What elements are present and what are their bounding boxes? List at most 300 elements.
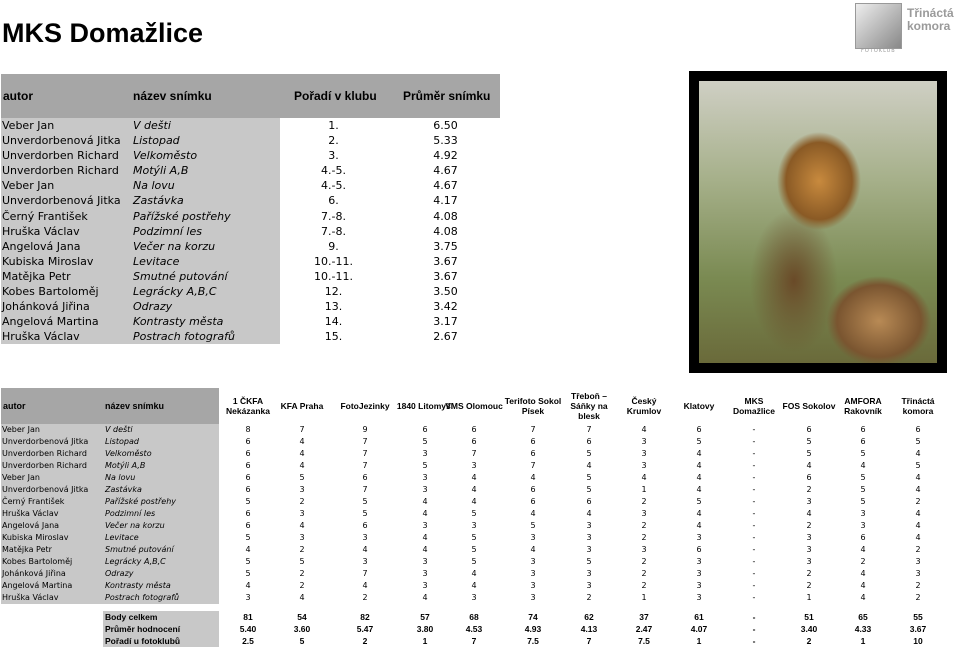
cell-score: 4	[915, 473, 921, 482]
cell-nazev: Večer na korzu	[133, 239, 216, 253]
totals-value: 4.07	[690, 624, 708, 634]
cell-prumer: 3.67	[433, 254, 458, 268]
cell-prumer: 3.42	[433, 300, 458, 314]
table-row	[1, 224, 500, 239]
cell-score: 5	[362, 497, 368, 506]
totals-value: -	[752, 636, 756, 646]
cell-score: -	[752, 569, 756, 578]
table-row	[1, 448, 936, 460]
cell-nazev: Zastávka	[133, 194, 184, 208]
cell-score: 7	[362, 569, 368, 578]
cell-poradi: 4.-5.	[321, 179, 346, 193]
table-row	[1, 520, 936, 532]
cell-score: 6	[915, 425, 921, 434]
cell-score: 7	[530, 461, 536, 470]
cell-score: 6	[245, 521, 251, 530]
cell-score: 2	[299, 545, 305, 554]
cell-score: 4	[530, 509, 536, 518]
totals-value: 4.93	[524, 624, 542, 634]
cell-score: 6	[696, 545, 702, 554]
totals-value: 81	[243, 612, 253, 622]
cell-score: 3	[806, 557, 812, 566]
cell-score: 5	[860, 485, 866, 494]
table-row	[1, 496, 936, 508]
cell-score: 4	[530, 545, 536, 554]
table-row	[1, 460, 936, 472]
cell-score: 3	[362, 533, 368, 542]
cell-score: 4	[245, 545, 251, 554]
header-club: MKS Domažlice	[732, 396, 776, 416]
cell-score: 2	[915, 545, 921, 554]
cell-score: 6	[530, 497, 536, 506]
cell-score: 3	[586, 581, 592, 590]
table-row	[1, 436, 936, 448]
cell-score: -	[752, 461, 756, 470]
cell-nazev: Odrazy	[105, 569, 134, 578]
cell-score: 6	[245, 449, 251, 458]
cell-score: -	[752, 497, 756, 506]
cell-score: 5	[915, 461, 921, 470]
cell-poradi: 4.-5.	[321, 164, 346, 178]
table-row	[1, 329, 500, 344]
cell-score: 7	[362, 461, 368, 470]
header-club: Klatovy	[683, 401, 715, 411]
totals-value: 1	[696, 636, 702, 646]
cell-score: 2	[641, 533, 647, 542]
cell-score: 4	[860, 569, 866, 578]
cell-score: 3	[860, 509, 866, 518]
cell-score: 4	[586, 509, 592, 518]
table-row	[1, 508, 936, 520]
cell-score: -	[752, 557, 756, 566]
cell-autor: Kobes Bartoloměj	[2, 557, 73, 566]
cell-score: 4	[696, 521, 702, 530]
cell-score: 6	[860, 437, 866, 446]
cell-prumer: 4.92	[433, 149, 458, 163]
header-club: FOS Sokolov	[782, 401, 836, 411]
totals-value: 54	[297, 612, 307, 622]
cell-score: 4	[422, 497, 428, 506]
cell-poradi: 12.	[324, 285, 343, 299]
cell-score: 3	[299, 485, 305, 494]
cell-score: 5	[471, 557, 477, 566]
cell-score: 2	[641, 521, 647, 530]
cell-score: 5	[696, 437, 702, 446]
cell-score: 4	[471, 497, 477, 506]
cell-score: 5	[530, 521, 536, 530]
table-row	[1, 532, 936, 544]
cell-score: 4	[362, 581, 368, 590]
cell-poradi: 10.-11.	[314, 254, 353, 268]
cell-score: 4	[860, 461, 866, 470]
cell-score: 1	[641, 593, 647, 602]
cell-score: -	[752, 485, 756, 494]
cell-score: 6	[586, 437, 592, 446]
cell-score: 4	[696, 485, 702, 494]
header-club: FotoJezinky	[340, 401, 390, 411]
cell-score: 4	[860, 545, 866, 554]
cell-nazev: Motýli A,B	[105, 461, 146, 470]
totals-value: 10	[913, 636, 923, 646]
table-row	[1, 148, 500, 163]
table-row	[1, 269, 500, 284]
totals-value: 74	[528, 612, 538, 622]
cell-score: 6	[696, 425, 702, 434]
cell-score: 6	[362, 521, 368, 530]
cell-score: 6	[860, 425, 866, 434]
cell-score: 4	[806, 461, 812, 470]
header-club: Třináctá komora	[901, 396, 935, 416]
cell-score: 6	[245, 509, 251, 518]
cell-score: 2	[299, 569, 305, 578]
cell-nazev: Velkoměsto	[105, 449, 152, 458]
totals-value: 4.13	[580, 624, 598, 634]
cell-score: 3	[422, 569, 428, 578]
cell-score: 5	[860, 497, 866, 506]
cell-score: 7	[586, 425, 592, 434]
header-club: Český Krumlov	[626, 396, 662, 416]
cell-score: 6	[362, 473, 368, 482]
cell-score: 3	[530, 533, 536, 542]
cell-score: 4	[422, 593, 428, 602]
cell-score: 5	[422, 437, 428, 446]
cell-score: 3	[806, 497, 812, 506]
cell-nazev: V dešti	[133, 119, 171, 132]
header-nazev: název snímku	[105, 401, 165, 411]
header-club: VMS Olomouc	[445, 401, 503, 411]
table-row	[1, 178, 500, 193]
cell-score: 3	[530, 557, 536, 566]
cell-score: 9	[362, 425, 368, 434]
cell-autor: Angelová Jana	[2, 521, 60, 530]
cell-autor: Angelová Martina	[2, 581, 73, 590]
cell-score: 5	[299, 473, 305, 482]
cell-score: 5	[860, 449, 866, 458]
totals-row	[1, 611, 936, 623]
cell-autor: Unverdorbenová Jitka	[2, 134, 121, 148]
cell-score: 5	[299, 557, 305, 566]
cell-autor: Matějka Petr	[2, 545, 52, 554]
cell-score: -	[752, 509, 756, 518]
cell-score: 4	[860, 593, 866, 602]
cell-score: 3	[915, 569, 921, 578]
cell-score: 6	[245, 473, 251, 482]
cell-autor: Unverdorben Richard	[2, 449, 87, 458]
cell-score: 5	[245, 569, 251, 578]
cell-score: 4	[641, 473, 647, 482]
totals-value: 4.33	[854, 624, 872, 634]
totals-value: 2.5	[242, 636, 254, 646]
cell-score: 5	[586, 449, 592, 458]
cell-score: 5	[806, 449, 812, 458]
totals-value: 5	[299, 636, 305, 646]
cell-score: 4	[299, 461, 305, 470]
cell-nazev: Listopad	[105, 437, 139, 446]
cell-score: 4	[586, 461, 592, 470]
cell-score: 3	[245, 593, 251, 602]
logo-subtitle: FOTOKLUB	[861, 48, 896, 54]
cell-score: 4	[471, 485, 477, 494]
cell-prumer: 4.17	[433, 194, 458, 208]
totals-value: 61	[694, 612, 704, 622]
totals-value: -	[752, 624, 756, 634]
totals-value: 68	[469, 612, 479, 622]
cell-nazev: Levitace	[133, 254, 180, 268]
cell-score: 5	[245, 557, 251, 566]
table-row	[1, 284, 500, 299]
club-ranking-table	[1, 74, 500, 344]
cell-autor: Hruška Václav	[2, 593, 59, 602]
totals-value: 82	[360, 612, 370, 622]
cell-score: -	[752, 521, 756, 530]
cell-score: 7	[362, 437, 368, 446]
cell-score: 4	[422, 545, 428, 554]
cell-score: 2	[362, 593, 368, 602]
cell-score: -	[752, 533, 756, 542]
cell-prumer: 6.50	[433, 119, 458, 132]
cell-nazev: Velkoměsto	[133, 149, 198, 163]
cell-score: 3	[641, 509, 647, 518]
totals-row	[1, 623, 936, 635]
cell-nazev: Legrácky A,B,C	[133, 285, 217, 299]
cell-score: 4	[471, 569, 477, 578]
cell-prumer: 4.08	[433, 209, 458, 223]
cell-score: 6	[806, 425, 812, 434]
cell-score: 4	[530, 473, 536, 482]
table-header	[1, 74, 500, 118]
totals-value: 7	[471, 636, 477, 646]
table-row	[1, 568, 936, 580]
cell-nazev: Podzimní les	[133, 224, 202, 238]
totals-value: 4.53	[465, 624, 483, 634]
cell-nazev: Večer na korzu	[105, 521, 165, 530]
cell-score: 1	[641, 485, 647, 494]
cell-score: 5	[471, 533, 477, 542]
cell-prumer: 2.67	[433, 330, 458, 344]
cell-score: -	[752, 545, 756, 554]
cell-score: 3	[586, 533, 592, 542]
cell-score: 8	[245, 425, 251, 434]
cell-score: 4	[422, 533, 428, 542]
cell-nazev: Smutné putování	[133, 269, 228, 283]
totals-value: 57	[420, 612, 430, 622]
cell-nazev: Pařížské postřehy	[105, 497, 176, 506]
cell-score: 5	[245, 533, 251, 542]
cell-score: 4	[299, 449, 305, 458]
cell-score: 5	[586, 473, 592, 482]
cell-prumer: 3.17	[433, 315, 458, 329]
cell-score: 5	[471, 509, 477, 518]
cell-score: 4	[299, 521, 305, 530]
totals-label: Průměr hodnocení	[105, 624, 181, 634]
table-body	[1, 118, 500, 344]
logo-line2: komora	[907, 19, 951, 33]
cell-nazev: Na lovu	[133, 179, 175, 193]
cell-score: 7	[471, 449, 477, 458]
table-row	[1, 592, 936, 604]
table-row	[1, 556, 936, 568]
cell-autor: Unverdorben Richard	[2, 164, 119, 178]
totals-row	[1, 635, 936, 647]
header-club: Třeboň – Sáňky na blesk	[570, 391, 608, 421]
cell-score: 3	[915, 557, 921, 566]
cell-score: 5	[915, 437, 921, 446]
cell-score: 3	[806, 533, 812, 542]
cell-score: 3	[530, 593, 536, 602]
cell-prumer: 3.75	[433, 239, 458, 253]
table-row	[1, 163, 500, 178]
cell-score: 5	[586, 557, 592, 566]
cell-score: 5	[362, 509, 368, 518]
cell-score: 5	[245, 497, 251, 506]
cell-score: 6	[245, 461, 251, 470]
cell-score: 5	[860, 473, 866, 482]
cell-score: 2	[860, 557, 866, 566]
cell-nazev: Odrazy	[133, 300, 173, 314]
cell-autor: Veber Jan	[2, 425, 40, 434]
table-row	[1, 118, 500, 133]
cell-autor: Unverdorbenová Jitka	[2, 485, 89, 494]
table-row	[1, 254, 500, 269]
totals-value: 7	[586, 636, 592, 646]
cell-autor: Hruška Václav	[2, 224, 80, 238]
totals-value: -	[752, 612, 756, 622]
club-scores-table	[1, 388, 936, 647]
cell-score: 3	[696, 593, 702, 602]
cell-score: 6	[530, 449, 536, 458]
cell-score: 3	[471, 521, 477, 530]
cell-score: 2	[586, 593, 592, 602]
cell-nazev: Levitace	[105, 533, 139, 542]
totals-value: 5.47	[356, 624, 374, 634]
totals-value: 5.40	[239, 624, 257, 634]
cell-autor: Johánková Jiřina	[2, 300, 90, 314]
cell-score: -	[752, 449, 756, 458]
cell-score: 3	[696, 533, 702, 542]
table-row	[1, 209, 500, 224]
cell-score: 3	[299, 509, 305, 518]
table-row	[1, 299, 500, 314]
cell-score: 6	[471, 437, 477, 446]
cell-score: 7	[530, 425, 536, 434]
table-row	[1, 193, 500, 208]
cell-score: 3	[422, 449, 428, 458]
cell-poradi: 3.	[328, 149, 339, 163]
totals-label: Pořadí u fotoklubů	[105, 636, 181, 646]
cell-score: 3	[806, 545, 812, 554]
cell-score: 3	[696, 557, 702, 566]
cell-score: 4	[696, 473, 702, 482]
cell-score: 1	[806, 593, 812, 602]
cell-score: 4	[915, 449, 921, 458]
cell-score: 6	[586, 497, 592, 506]
cell-score: 3	[641, 545, 647, 554]
header-club: 1840 Litomyšl	[396, 401, 454, 411]
cell-score: 5	[586, 485, 592, 494]
table-header	[1, 388, 936, 424]
header-club: AMFORA Rakovník	[844, 396, 882, 416]
cell-score: 3	[586, 521, 592, 530]
cell-poradi: 6.	[328, 194, 339, 208]
cell-autor: Unverdorben Richard	[2, 461, 87, 470]
table-body	[1, 424, 936, 604]
cell-score: -	[752, 437, 756, 446]
cell-prumer: 4.67	[433, 179, 458, 193]
cell-score: 3	[696, 581, 702, 590]
cell-score: 2	[641, 557, 647, 566]
totals-value: 65	[858, 612, 868, 622]
cell-score: 4	[245, 581, 251, 590]
cell-score: 6	[471, 425, 477, 434]
totals-value: 3.80	[416, 624, 434, 634]
cell-score: 2	[641, 497, 647, 506]
cell-prumer: 3.67	[433, 269, 458, 283]
cell-nazev: Zastávka	[105, 485, 142, 494]
totals-value: 3.67	[909, 624, 927, 634]
table-row	[1, 544, 936, 556]
cell-score: 4	[696, 509, 702, 518]
cell-score: 4	[915, 509, 921, 518]
cell-score: 2	[806, 569, 812, 578]
cell-score: 3	[422, 485, 428, 494]
cell-score: 4	[915, 521, 921, 530]
cell-nazev: Listopad	[133, 134, 180, 148]
cell-prumer: 3.50	[433, 285, 458, 299]
cell-poradi: 13.	[324, 300, 343, 314]
cell-autor: Kobes Bartoloměj	[2, 285, 99, 299]
totals-value: 7.5	[527, 636, 539, 646]
cell-poradi: 2.	[328, 134, 339, 148]
cell-score: 3	[530, 581, 536, 590]
cell-score: -	[752, 473, 756, 482]
cell-score: 3	[530, 569, 536, 578]
cell-score: 2	[806, 485, 812, 494]
header-nazev: název snímku	[133, 89, 212, 103]
cell-nazev: Pařížské postřehy	[133, 209, 231, 223]
cell-score: 4	[471, 581, 477, 590]
cell-nazev: Legrácky A,B,C	[105, 557, 166, 566]
table-row	[1, 484, 936, 496]
cell-score: 4	[422, 509, 428, 518]
totals-value: 2	[362, 636, 368, 646]
cell-score: 5	[806, 437, 812, 446]
cell-score: 3	[696, 569, 702, 578]
club-logo	[855, 3, 960, 54]
cell-score: 4	[299, 437, 305, 446]
cell-score: 4	[915, 533, 921, 542]
cell-score: 2	[299, 581, 305, 590]
cell-score: 3	[860, 521, 866, 530]
totals-value: 1	[860, 636, 866, 646]
cell-score: 2	[299, 497, 305, 506]
cell-score: 3	[641, 449, 647, 458]
totals-value: 2.47	[635, 624, 653, 634]
cell-score: 7	[362, 449, 368, 458]
cell-autor: Veber Jan	[2, 473, 40, 482]
cell-autor: Černý František	[2, 209, 88, 223]
cell-autor: Hruška Václav	[2, 509, 59, 518]
totals-value: 51	[804, 612, 814, 622]
cell-score: 6	[530, 437, 536, 446]
cell-score: 6	[422, 425, 428, 434]
table-totals	[1, 611, 936, 647]
cell-nazev: Kontrasty města	[133, 315, 224, 329]
cell-score: 5	[696, 497, 702, 506]
cell-autor: Veber Jan	[2, 119, 55, 132]
header-poradi: Pořadí v klubu	[294, 89, 377, 103]
cell-prumer: 4.67	[433, 164, 458, 178]
cell-score: 2	[915, 497, 921, 506]
